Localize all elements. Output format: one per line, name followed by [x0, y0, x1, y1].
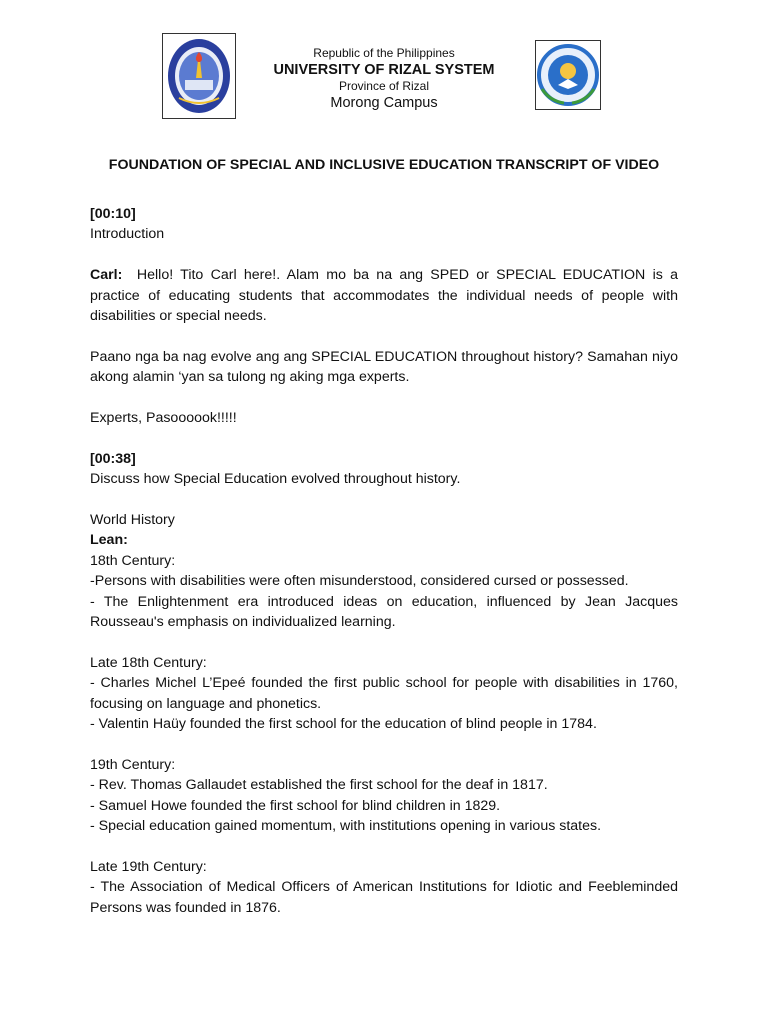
list-item: - Valentin Haüy founded the first school for the education of blind people in 1784.	[90, 716, 597, 733]
university-seal-icon	[163, 34, 235, 118]
university-name: UNIVERSITY OF RIZAL SYSTEM	[273, 62, 495, 78]
transcript-body	[90, 204, 678, 918]
country-name: Republic of the Philippines	[313, 46, 455, 60]
letterhead	[234, 45, 534, 112]
list-item: - Special education gained momentum, with institutions opening in various states.	[90, 818, 602, 835]
timestamp-1: [00:10]	[90, 206, 136, 222]
province-name: Province of Rizal	[338, 79, 430, 93]
paragraph-evolve: Paano nga ba nag evolve ang ang SPECIAL EDUCATION throughout history? Samahan niyo akong alamin ‘yan sa tulong ng aking mga experts.	[90, 348, 678, 386]
list-item: - Rev. Thomas Gallaudet established the first school for the deaf in 1817.	[90, 777, 548, 794]
speaker-label-carl: Carl:	[90, 267, 123, 284]
heading-late-18th-century: Late 18th Century:	[90, 654, 207, 671]
college-of-education-logo	[535, 40, 601, 110]
section-introduction: Introduction	[90, 226, 165, 243]
list-item: - Charles Michel L’Epeé founded the first public school for people with disabilities in 1760, focusing on language and phonetics.	[90, 675, 678, 712]
heading-late-19th-century: Late 19th Century:	[90, 858, 207, 875]
world-history-heading: World History	[90, 512, 175, 529]
section-discuss: Discuss how Special Education evolved throughout history.	[90, 471, 461, 488]
university-seal-logo	[162, 33, 236, 119]
paragraph-experts: Experts, Pasoooook!!!!!	[90, 410, 237, 427]
timestamp-2: [00:38]	[90, 450, 136, 467]
list-item: -Persons with disabilities were often misunderstood, considered cursed or possessed.	[90, 573, 629, 590]
list-item: - Samuel Howe founded the first school for blind children in 1829.	[90, 797, 501, 814]
document-title: FOUNDATION OF SPECIAL AND INCLUSIVE EDUCATION TRANSCRIPT OF VIDEO	[108, 157, 660, 173]
college-of-education-seal-icon	[536, 41, 600, 109]
heading-19th-century: 19th Century:	[90, 756, 176, 773]
carl-paragraph	[90, 265, 678, 326]
campus-name: Morong Campus	[330, 95, 438, 111]
heading-18th-century: 18th Century:	[90, 552, 176, 569]
speaker-label-lean: Lean:	[90, 532, 128, 549]
carl-text: Hello! Tito Carl here!. Alam mo ba na ang SPED or SPECIAL EDUCATION is a practice of educating students that accommodates the individual needs of people with disabilities or special needs.	[90, 267, 678, 325]
list-item: - The Association of Medical Officers of American Institutions for Idiotic and Feebleminded Persons was founded in 1876.	[90, 879, 678, 916]
list-item: - The Enlightenment era introduced ideas on education, influenced by Jean Jacques Rousseau's emphasis on individualized learning.	[90, 593, 678, 631]
